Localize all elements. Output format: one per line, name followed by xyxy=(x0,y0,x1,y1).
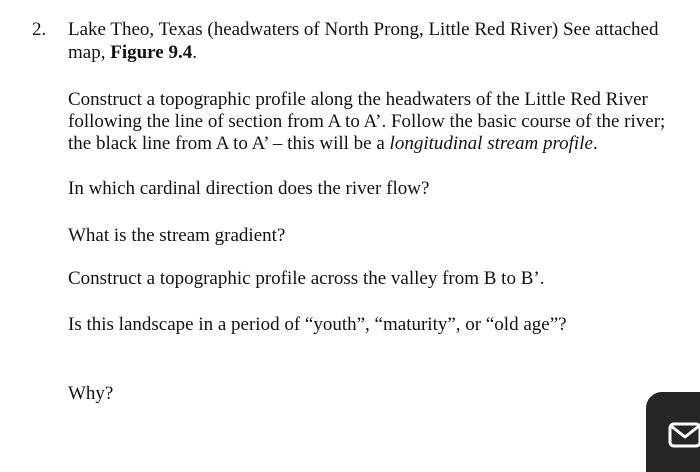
question-gradient: What is the stream gradient? xyxy=(68,225,286,246)
question-number: 2. xyxy=(32,19,47,40)
question-title-line-2 xyxy=(68,42,197,64)
figure-reference: Figure 9.4 xyxy=(110,42,193,63)
question-direction: In which cardinal direction does the river flow? xyxy=(68,178,430,199)
instruction-line-1: Construct a topographic profile along the headwaters of the Little Red River xyxy=(68,89,648,110)
instruction-prefix: the black line from A to A’ – this will be a xyxy=(68,133,390,154)
question-title-line-1: Lake Theo, Texas (headwaters of North Prong, Little Red River) See attached xyxy=(68,19,659,40)
mail-button[interactable] xyxy=(646,392,700,472)
mail-icon xyxy=(668,422,700,448)
instruction-italic-term: longitudinal stream profile xyxy=(389,133,593,154)
title-suffix: . xyxy=(192,42,197,63)
title-prefix: map, xyxy=(68,42,111,63)
question-valley-profile: Construct a topographic profile across the valley from B to B’. xyxy=(68,268,545,289)
question-why: Why? xyxy=(68,383,114,404)
question-landscape: Is this landscape in a period of “youth”, “maturity”, or “old age”? xyxy=(68,314,567,335)
instruction-line-2: following the line of section from A to A’. Follow the basic course of the river; xyxy=(68,111,666,132)
instruction-suffix: . xyxy=(592,133,598,154)
instruction-line-3 xyxy=(68,133,598,155)
